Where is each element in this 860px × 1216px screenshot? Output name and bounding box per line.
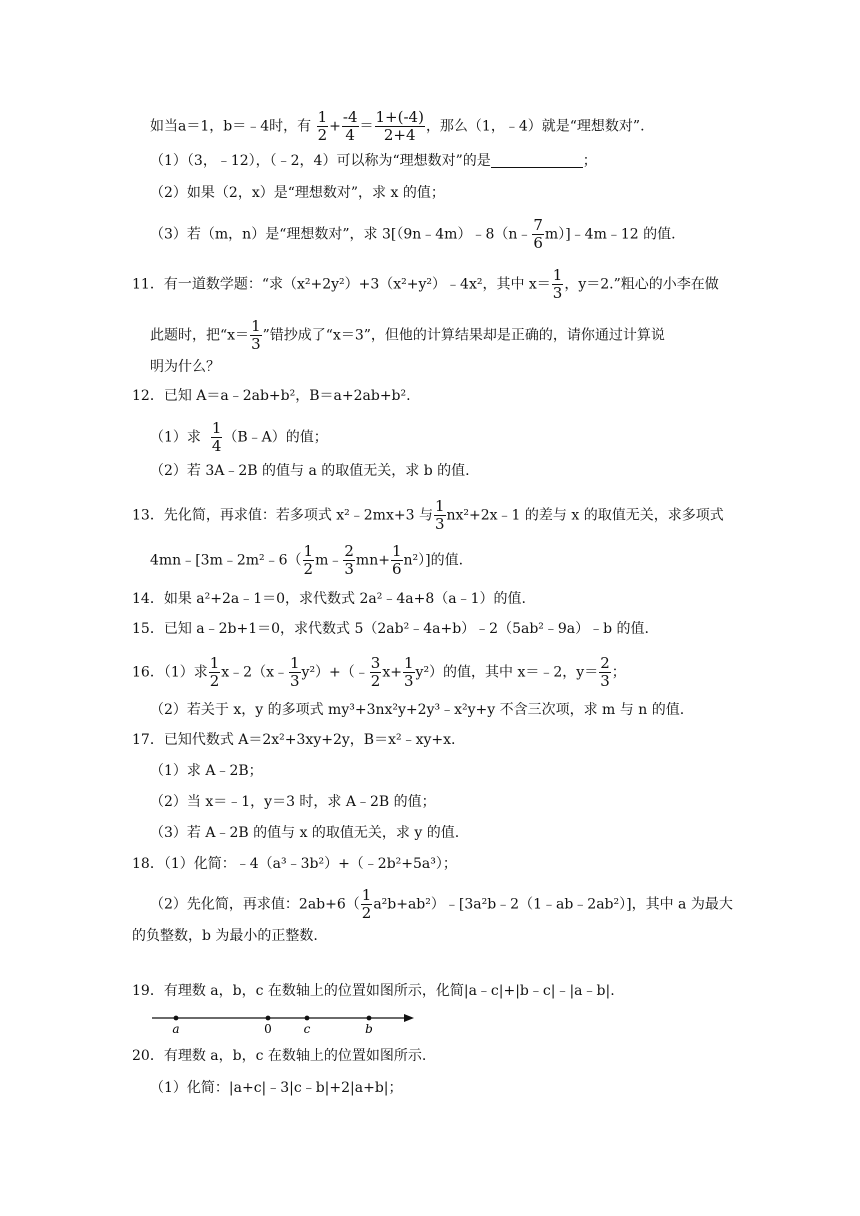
numerator: 1 bbox=[403, 654, 414, 672]
fraction bbox=[211, 421, 223, 454]
denominator: 4 bbox=[345, 126, 355, 144]
denominator: 3 bbox=[344, 560, 354, 578]
fraction bbox=[250, 319, 262, 352]
text: b＝﹣4时，有 bbox=[223, 118, 312, 135]
number-line-figure bbox=[150, 1006, 416, 1036]
p13-line2 bbox=[150, 544, 463, 577]
p20-stem: 20．有理数 a，b，c 在数轴上的位置如图所示. bbox=[132, 1048, 427, 1064]
denominator: 2 bbox=[317, 126, 328, 144]
text: ，y＝2.”粗心的小李在做 bbox=[564, 276, 719, 293]
label-zero: 0 bbox=[264, 1022, 272, 1036]
text: m）]﹣4m﹣12 的值. bbox=[544, 226, 676, 243]
point-c bbox=[305, 1016, 310, 1021]
answer-blank[interactable] bbox=[491, 153, 583, 168]
text: mn+ bbox=[355, 552, 390, 569]
p16-line1 bbox=[132, 656, 626, 689]
fraction bbox=[361, 888, 373, 921]
numerator: 1 bbox=[434, 497, 445, 515]
text: 11．有一道数学题：“求（x²+2y²）+3（x²+y²）﹣4x²，其中 x＝ bbox=[132, 276, 551, 293]
fraction bbox=[532, 218, 544, 251]
denominator: 2+4 bbox=[383, 126, 416, 144]
text: 16．（1）求 bbox=[132, 664, 208, 681]
p10-q2: （2）如果（2，x）是“理想数对”，求 x 的值； bbox=[150, 185, 445, 201]
axis-arrow bbox=[404, 1014, 414, 1022]
p18-q1: 18．（1）化简：﹣4（a³﹣3b²）+（﹣2b²+5a³）； bbox=[132, 856, 457, 872]
denominator: 2 bbox=[361, 904, 372, 922]
label-a: a bbox=[172, 1022, 180, 1036]
text: a²b+ab²）﹣[3a²b﹣2（1﹣ab﹣2ab²）]，其中 a 为最大 bbox=[373, 896, 733, 913]
p18-q2-line2: 的负整数，b 为最小的正整数. bbox=[132, 928, 318, 944]
denominator: 2 bbox=[209, 672, 220, 690]
text: a＝1， bbox=[178, 118, 224, 135]
text: （B﹣A）的值； bbox=[223, 429, 328, 446]
fraction bbox=[552, 268, 564, 301]
p10-q3 bbox=[150, 218, 676, 251]
numerator: 7 bbox=[533, 216, 543, 234]
text: n²）]的值. bbox=[403, 552, 464, 569]
p17-stem: 17．已知代数式 A＝2x²+3xy+2y，B＝x²﹣xy+x. bbox=[132, 732, 456, 748]
text: 4mn﹣[3m﹣2m²﹣6（ bbox=[150, 552, 302, 569]
numerator: 2 bbox=[344, 542, 354, 560]
text: + bbox=[329, 118, 341, 135]
fraction bbox=[599, 656, 611, 689]
p12-q2: （2）若 3A﹣2B 的值与 a 的取值无关，求 b 的值. bbox=[150, 463, 470, 479]
denominator: 3 bbox=[552, 284, 563, 302]
numerator: 1 bbox=[289, 654, 300, 672]
text: 此题时，把“x＝ bbox=[150, 327, 250, 344]
fraction bbox=[317, 110, 329, 143]
numerator: 1 bbox=[391, 542, 402, 560]
intro-line bbox=[150, 110, 645, 143]
fraction bbox=[370, 656, 382, 689]
text: nx²+2x﹣1 的差与 x 的取值无关，求多项式 bbox=[446, 507, 724, 524]
text: ； bbox=[611, 664, 626, 681]
p17-q1: （1）求 A﹣2B； bbox=[150, 763, 263, 779]
text: （1）求 bbox=[150, 429, 201, 446]
numerator: 1 bbox=[209, 654, 220, 672]
denominator: 3 bbox=[251, 335, 261, 353]
text: （3）若（m，n）是“理想数对”，求 3[（9n﹣4m）﹣8（n﹣ bbox=[150, 226, 532, 243]
fraction bbox=[209, 656, 221, 689]
text: y²）+（﹣ bbox=[301, 664, 369, 681]
point-zero bbox=[266, 1016, 271, 1021]
numerator: 1 bbox=[211, 419, 222, 437]
denominator: 3 bbox=[434, 515, 445, 533]
text: m﹣ bbox=[315, 552, 343, 569]
text: y²）的值，其中 x＝﹣2，y＝ bbox=[415, 664, 599, 681]
denominator: 4 bbox=[211, 437, 222, 455]
p20-q1: （1）化简：|a+c|﹣3|c﹣b|+2|a+b|； bbox=[150, 1080, 403, 1096]
text: x+ bbox=[382, 664, 402, 681]
p13-line1 bbox=[132, 499, 724, 532]
denominator: 3 bbox=[403, 672, 414, 690]
point-a bbox=[174, 1016, 179, 1021]
fraction bbox=[343, 544, 355, 577]
denominator: 6 bbox=[533, 234, 543, 252]
denominator: 6 bbox=[391, 560, 402, 578]
p17-q2: （2）当 x＝﹣1，y＝3 时，求 A﹣2B 的值； bbox=[150, 794, 436, 810]
fraction bbox=[391, 544, 403, 577]
numerator: 1+(-4) bbox=[375, 108, 424, 126]
label-c: c bbox=[303, 1022, 311, 1036]
p19: 19．有理数 a，b，c 在数轴上的位置如图所示，化简|a﹣c|+|b﹣c|﹣|a﹣b|. bbox=[132, 983, 615, 999]
fraction bbox=[289, 656, 301, 689]
p17-q3: （3）若 A﹣2B 的值与 x 的取值无关，求 y 的值. bbox=[150, 825, 460, 841]
p12-q1 bbox=[150, 421, 328, 454]
text: （2）先化简，再求值：2ab+6（ bbox=[150, 896, 360, 913]
fraction bbox=[342, 110, 359, 143]
numerator: 1 bbox=[317, 108, 328, 126]
p11-line2 bbox=[150, 319, 665, 352]
numerator: 1 bbox=[251, 317, 261, 335]
text: ； bbox=[582, 153, 597, 169]
text: ，那么（1，﹣4）就是“理想数对”. bbox=[425, 118, 645, 135]
text: x﹣2（x﹣ bbox=[221, 664, 288, 681]
fraction bbox=[434, 499, 446, 532]
denominator: 2 bbox=[370, 672, 381, 690]
p18-q2 bbox=[150, 888, 733, 921]
fraction bbox=[303, 544, 315, 577]
p14: 14．如果 a²+2a﹣1＝0，求代数式 2a²﹣4a+8（a﹣1）的值. bbox=[132, 591, 526, 607]
p16-q2: （2）若关于 x，y 的多项式 my³+3nx²y+2y³﹣x²y+y 不含三次项，求 m 与 n 的值. bbox=[150, 702, 685, 718]
text: （1）（3，﹣12），（﹣2，4）可以称为“理想数对”的是 bbox=[150, 153, 491, 169]
p11-line3: 明为什么？ bbox=[150, 359, 220, 375]
numerator: 3 bbox=[370, 654, 381, 672]
p10-q1 bbox=[150, 151, 597, 171]
p15: 15．已知 a﹣2b+1＝0，求代数式 5（2ab²﹣4a+b）﹣2（5ab²﹣9a）﹣b 的值. bbox=[132, 621, 650, 637]
denominator: 2 bbox=[303, 560, 314, 578]
numerator: 1 bbox=[552, 266, 563, 284]
p12-stem: 12．已知 A＝a﹣2ab+b²，B＝a+2ab+b². bbox=[132, 388, 411, 404]
numerator: 1 bbox=[361, 886, 372, 904]
denominator: 3 bbox=[289, 672, 300, 690]
point-b bbox=[367, 1016, 372, 1021]
numerator: -4 bbox=[342, 108, 358, 126]
text: ＝ bbox=[359, 118, 374, 135]
text: 13．先化简，再求值：若多项式 x²﹣2mx+3 与 bbox=[132, 507, 433, 524]
numerator: 1 bbox=[303, 542, 314, 560]
numerator: 2 bbox=[600, 654, 610, 672]
fraction bbox=[403, 656, 415, 689]
p11-line1 bbox=[132, 268, 719, 301]
fraction bbox=[375, 110, 425, 143]
denominator: 3 bbox=[600, 672, 610, 690]
label-b: b bbox=[365, 1022, 373, 1036]
text: ”错抄成了“x＝3”，但他的计算结果却是正确的，请你通过计算说 bbox=[262, 327, 665, 344]
text: 如当 bbox=[150, 118, 178, 135]
